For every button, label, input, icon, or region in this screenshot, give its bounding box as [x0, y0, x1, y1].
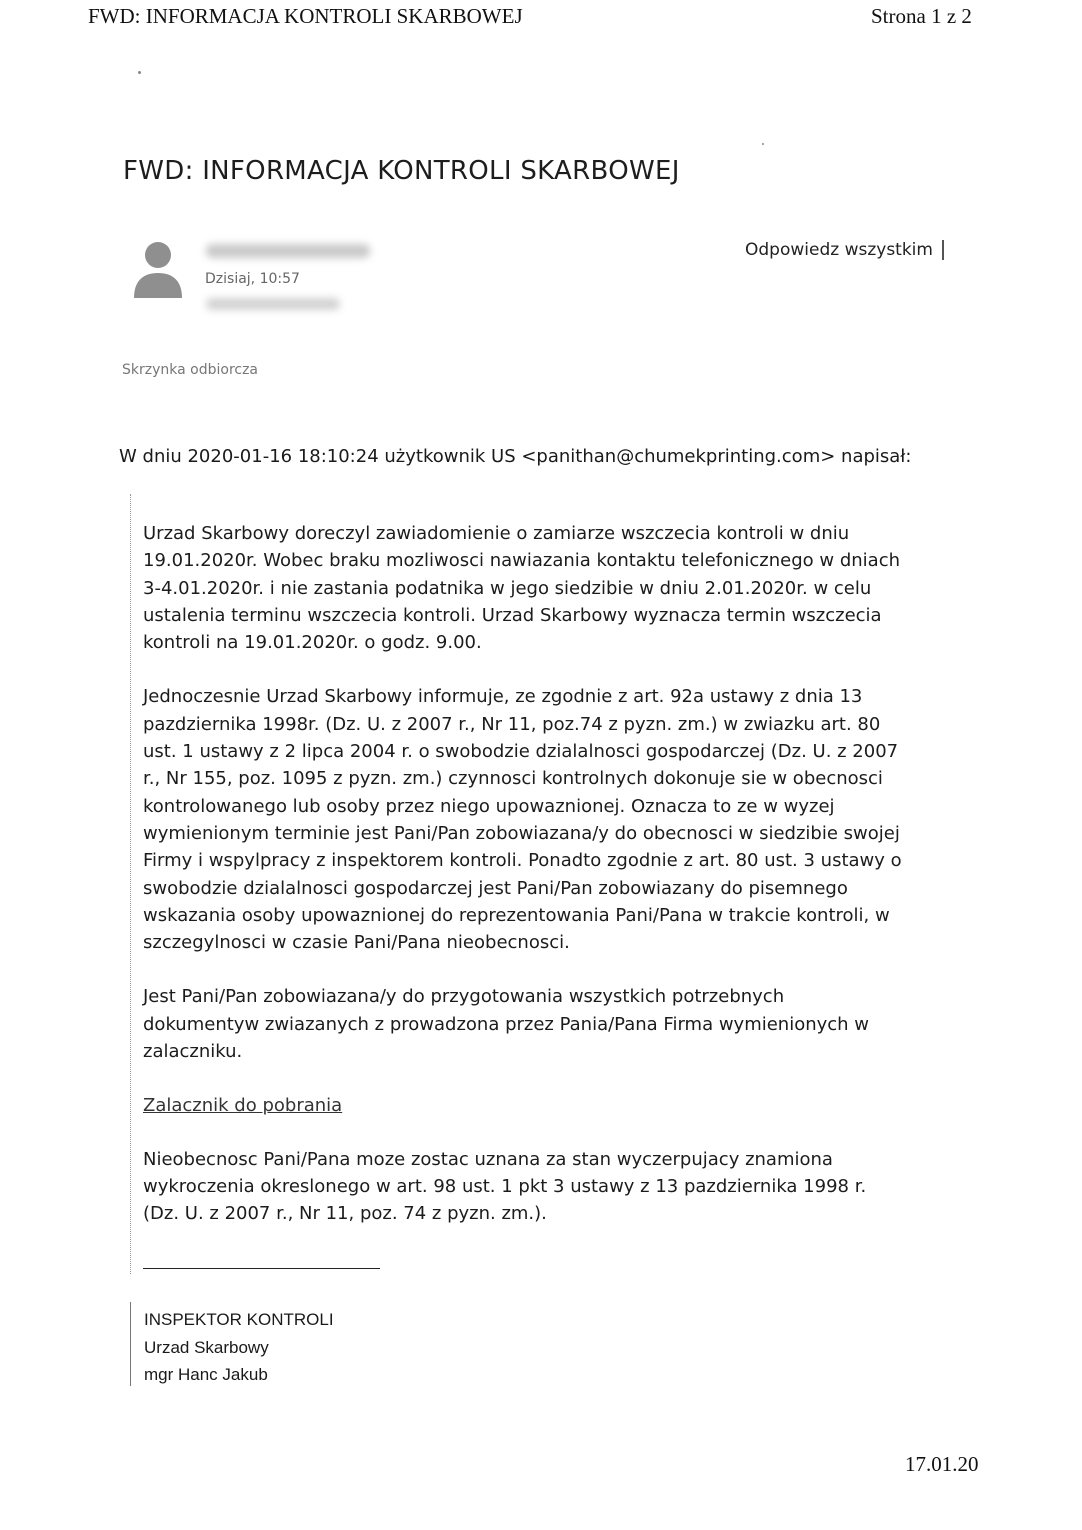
folder-label: Skrzynka odbiorcza — [122, 362, 259, 378]
sender-address-redacted — [206, 244, 370, 258]
signature-block — [144, 1306, 334, 1389]
attachment-download-link[interactable]: Zalacznik do pobrania — [143, 1095, 343, 1117]
recipient-redacted — [206, 298, 340, 310]
quote-bar — [130, 494, 132, 1274]
signature-title: INSPEKTOR KONTROLI — [144, 1310, 334, 1329]
email-subject: FWD: INFORMACJA KONTROLI SKARBOWEJ — [123, 156, 680, 186]
print-header-title: FWD: INFORMACJA KONTROLI SKARBOWEJ — [88, 4, 523, 28]
email-body — [143, 520, 903, 1255]
body-paragraph: Urzad Skarbowy doreczyl zawiadomienie o zamiarze wszczecia kontroli w dniu 19.01.2020r. Wobec braku mozliwosci nawiazania kontaktu telefonicznego w dniach 3-4.01.2020r. i nie zastania podatnika w jego siedzibie w dniu 2.01.2020r. w celu ustalenia terminu wszczecia kontroli. Urzad Skarbowy wyznacza termin wszczecia kontroli na 19.01.2020r. o godz. 9.00. — [143, 523, 901, 654]
scan-speck — [762, 143, 764, 145]
print-page-number: Strona 1 z 2 — [871, 4, 972, 28]
scan-speck — [138, 71, 141, 74]
body-paragraph: Jednoczesnie Urzad Skarbowy informuje, ze zgodnie z art. 92a ustawy z dnia 13 pazdziernika 1998r. (Dz. U. z 2007 r., Nr 11, poz.74 z pyzn. zm.) w zwiazku art. 80 ust. 1 ustawy z 2 lipca 2004 r. o swobodzie dzialalnosci gospodarczej (Dz. U. z 2007 r., Nr 155, poz. 1095 z pyzn. zm.) czynnosci kontrolnych dokonuje sie w obecnosci kontrolowanego lub osoby przez niego upowaznionej. Oznacza to ze w wyzej wymienionym terminie jest Pani/Pan zobowiazana/y do obecnosci w siedzibie swojej Firmy i wspylpracy z inspektorem kontroli. Ponadto zgodnie z art. 80 ust. 3 ustawy o swobodzie dzialalnosci gospodarczej jest Pani/Pan zobowiazany do pisemnego wskazania osoby upowaznionej do reprezentowania Pani/Pana w trakcie kontroli, w szczegylnosci w czasie Pani/Pana nieobecnosci. — [143, 686, 902, 954]
print-footer-date: 17.01.20 — [905, 1452, 979, 1476]
quote-intro: W dniu 2020-01-16 18:10:24 użytkownik US <panithan@chumekprinting.com> napisał: — [119, 446, 912, 467]
signature-divider — [143, 1268, 380, 1269]
signature-name: mgr Hanc Jakub — [144, 1365, 268, 1385]
body-paragraph: Jest Pani/Pan zobowiazana/y do przygotowania wszystkich potrzebnych dokumentyw zwiazanych z prowadzona przez Pania/Pana Firma wymienionych w zalaczniku. — [143, 986, 870, 1063]
email-date: Dzisiaj, 10:57 — [205, 271, 300, 287]
toolbar-divider — [942, 240, 944, 260]
signature-quote-bar — [130, 1302, 132, 1386]
signature-office: Urzad Skarbowy — [144, 1337, 269, 1357]
closing-paragraph: Nieobecnosc Pani/Pana moze zostac uznana za stan wyczerpujacy znamiona wykroczenia okreslonego w art. 98 ust. 1 pkt 3 ustawy z 13 pazdziernika 1998 r. (Dz. U. z 2007 r., Nr 11, poz. 74 z pyzn. zm.). — [143, 1148, 867, 1225]
person-avatar-icon — [132, 240, 184, 302]
reply-all-button[interactable]: Odpowiedz wszystkim — [745, 240, 933, 260]
